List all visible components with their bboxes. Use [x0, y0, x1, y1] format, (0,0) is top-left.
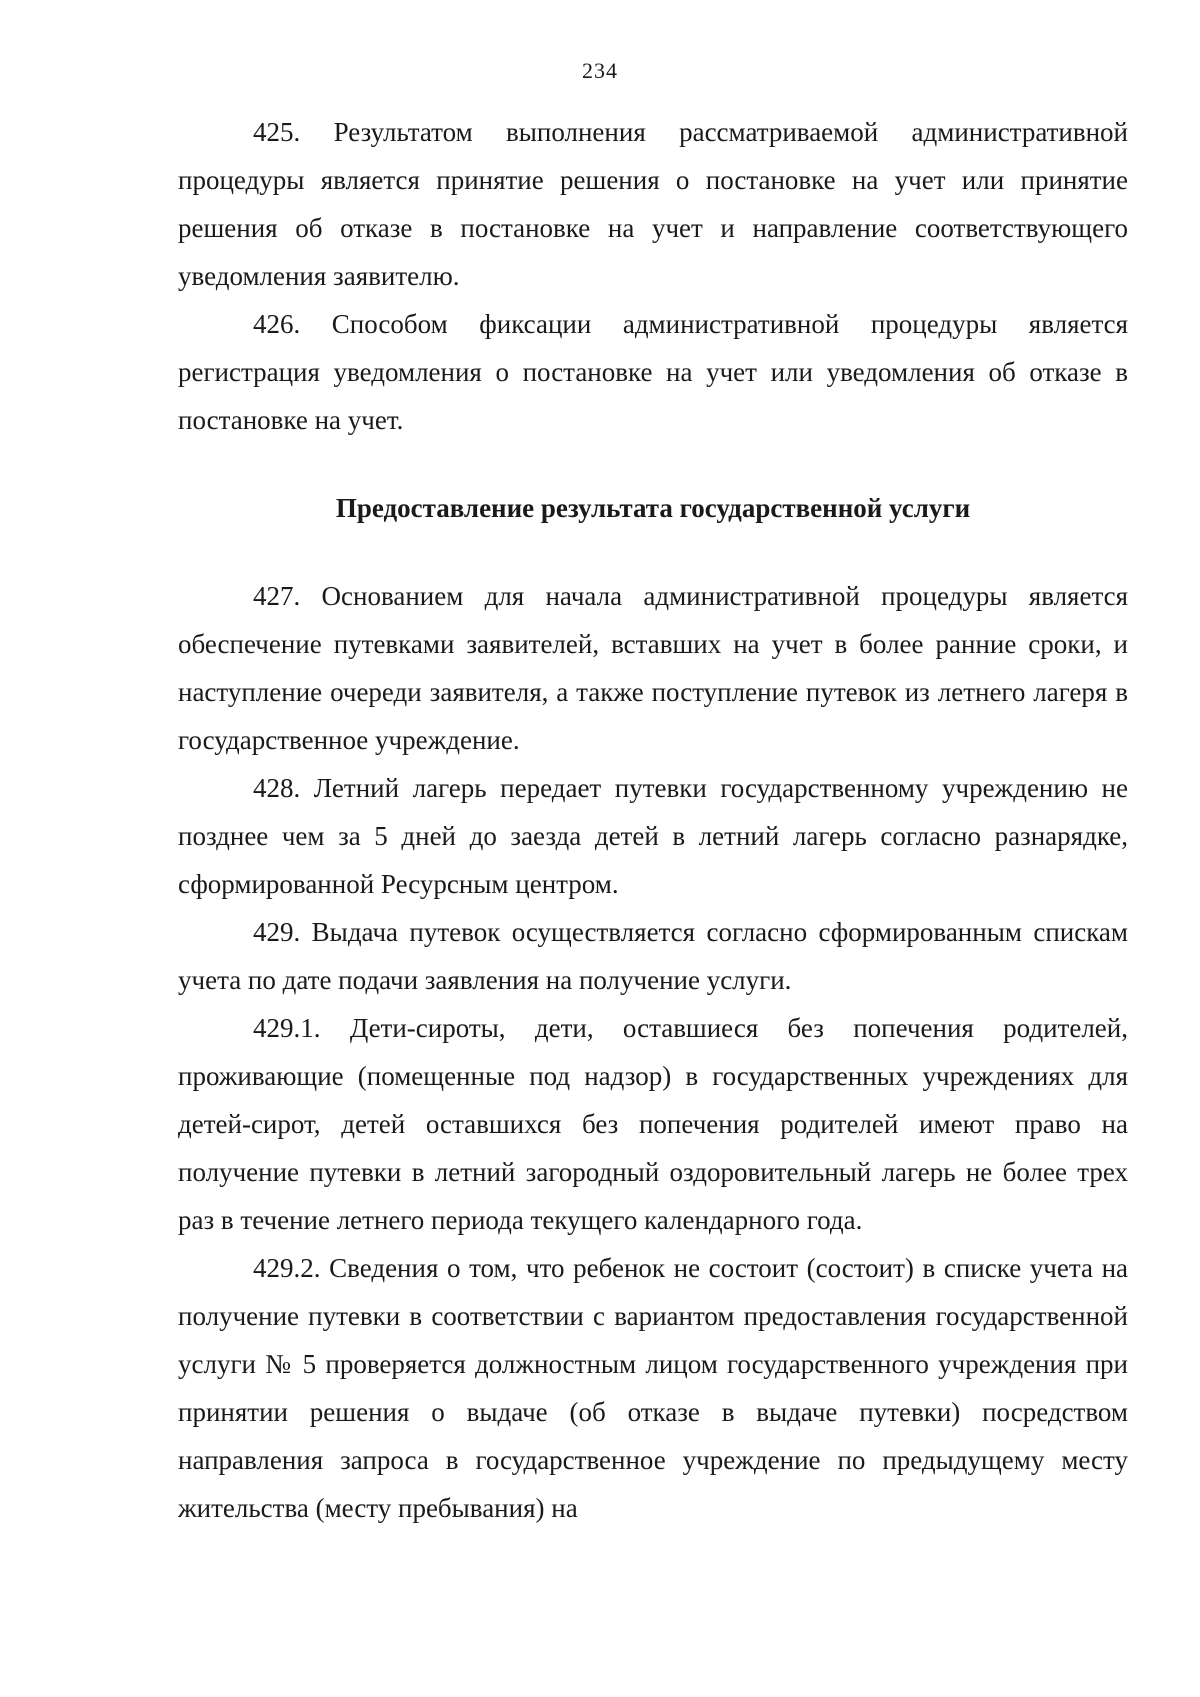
paragraph-429-1: 429.1. Дети-сироты, дети, оставшиеся без попечения родителей, проживающие (помещенные под надзор) в государственных учреждениях для детей-сирот, детей оставшихся без попечения родителей имеют право на получение путевки в летний загородный оздоровительный лагерь не более трех раз в течение летнего периода текущего календарного года.: [178, 1013, 1128, 1235]
paragraph-429: 429. Выдача путевок осуществляется согласно сформированным спискам учета по дате подачи заявления на получение услуги.: [178, 917, 1128, 995]
paragraph-426: 426. Способом фиксации административной процедуры является регистрация уведомления о постановке на учет или уведомления об отказе в постановке на учет.: [178, 309, 1128, 435]
section-heading: Предоставление результата государственной услуги: [335, 493, 971, 523]
section-after-heading: [178, 572, 1128, 1532]
paragraph-425: 425. Результатом выполнения рассматриваемой административной процедуры является принятие решения о постановке на учет или принятие решения об отказе в постановке на учет и направление соответствующего уведомления заявителю.: [178, 117, 1128, 291]
page-number: 234: [582, 58, 618, 83]
paragraph-427: 427. Основанием для начала административной процедуры является обеспечение путевками заявителей, вставших на учет в более ранние сроки, и наступление очереди заявителя, а также поступление путевок из летнего лагеря в государственное учреждение.: [178, 581, 1128, 755]
section-before-heading: [178, 108, 1128, 444]
paragraph-429-2: 429.2. Сведения о том, что ребенок не состоит (состоит) в списке учета на получение путевки в соответствии с вариантом предоставления государственной услуги № 5 проверяется должностным лицом государственного учреждения при принятии решения о выдаче (об отказе в выдаче путевки) посредством направления запроса в государственное учреждение по предыдущему месту жительства (месту пребывания) на: [178, 1253, 1128, 1523]
paragraph-428: 428. Летний лагерь передает путевки государственному учреждению не позднее чем за 5 дней до заезда детей в летний лагерь согласно разнарядке, сформированной Ресурсным центром.: [178, 773, 1128, 899]
